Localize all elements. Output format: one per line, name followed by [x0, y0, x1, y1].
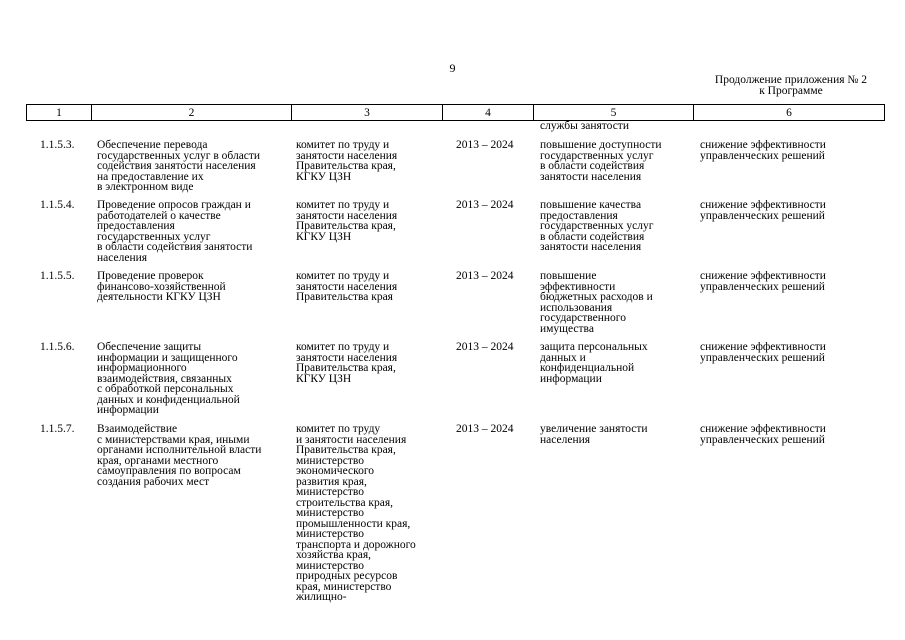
executor-text: комитет по труду и занятости населения Правительства края, КГКУ ЦЗН	[296, 341, 398, 385]
executor-text: комитет по труду и занятости населения Правительства края, КГКУ ЦЗН	[296, 199, 398, 243]
executor-text: комитет по труду и занятости населения Правительства края	[296, 270, 398, 303]
header-row	[27, 105, 885, 121]
row-number: 1.1.5.5.	[40, 270, 75, 282]
consequence-text: снижение эффективности управленческих решений	[700, 199, 826, 222]
measure-text: Взаимодействие с министерствами края, иными органами исполнительной власти края, органами местного самоуправления по вопросам создания рабочих мест	[97, 423, 262, 488]
column-number-header	[26, 104, 885, 121]
row-number: 1.1.5.6.	[40, 341, 75, 353]
result-text: повышение доступности государственных услуг в области содействия занятости населения	[540, 139, 662, 183]
header-col-3: 3	[292, 105, 443, 121]
period-text: 2013 – 2024	[456, 423, 514, 435]
header-col-2: 2	[92, 105, 292, 121]
row-number: 1.1.5.7.	[40, 423, 75, 435]
period-text: 2013 – 2024	[456, 341, 514, 353]
row-number: 1.1.5.4.	[40, 199, 75, 211]
consequence-text: снижение эффективности управленческих решений	[700, 270, 826, 293]
result-text: повышение качества предоставления государственных услуг в области содействия занятости населения	[540, 199, 654, 253]
measure-text: Обеспечение перевода государственных услуг в области содействия занятости населения на предоставление их в электронном виде	[97, 139, 261, 193]
consequence-text: снижение эффективности управленческих решений	[700, 139, 826, 162]
period-text: 2013 – 2024	[456, 199, 514, 211]
consequence-text: снижение эффективности управленческих решений	[700, 341, 826, 364]
measure-text: Проведение проверок финансово-хозяйственной деятельности КГКУ ЦЗН	[97, 270, 226, 303]
period-text: 2013 – 2024	[456, 270, 514, 282]
measure-text: Обеспечение защиты информации и защищенного информационного взаимодействия, связанных с обработкой персональных данных и конфиденциальной информации	[97, 341, 240, 416]
continuation-line-1: Продолжение приложения № 2	[714, 74, 867, 86]
consequence-text: снижение эффективности управленческих решений	[700, 423, 826, 446]
result-text: повышение эффективности бюджетных расходов и использования государственного имущества	[540, 270, 653, 335]
executor-text: комитет по труду и занятости населения Правительства края, КГКУ ЦЗН	[296, 139, 398, 183]
result-text: увеличение занятости населения	[540, 423, 648, 446]
executor-text: комитет по труду и занятости населения Правительства края, министерство экономического развития края, министерство строительства края, министерство промышленности края, министерство транспорта и дорожного хозяйства края, министерство природных ресурсов края, министерство жилищно-	[296, 423, 416, 603]
page-number: 9	[449, 61, 456, 75]
header-col-1: 1	[27, 105, 92, 121]
header-col-5: 5	[534, 105, 694, 121]
appendix-continuation-note	[715, 75, 867, 97]
result-text: защита персональных данных и конфиденциальной информации	[540, 341, 648, 385]
header-col-4: 4	[443, 105, 534, 121]
carryover-text: службы занятости	[540, 120, 629, 132]
row-number: 1.1.5.3.	[40, 139, 75, 151]
period-text: 2013 – 2024	[456, 139, 514, 151]
continuation-line-2: к Программе	[759, 85, 823, 97]
measure-text: Проведение опросов граждан и работодателей о качестве предоставления государственных услуг в области содействия занятости населения	[97, 199, 253, 264]
header-col-6: 6	[694, 105, 885, 121]
